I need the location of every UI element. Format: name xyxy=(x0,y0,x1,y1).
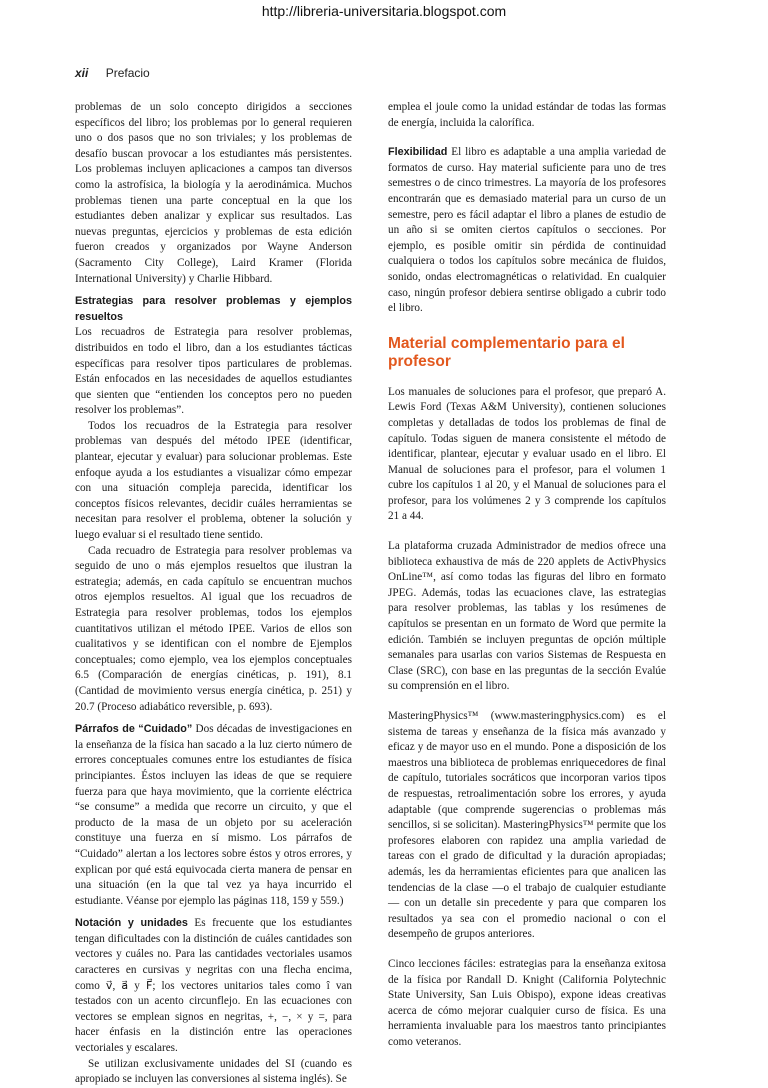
left-paragraph-5: Dos décadas de investigaciones en la enseñanza de la física han sacado a la luz cierto número de errores conceptuales comunes entre los estudiantes de física principiantes. Éstos incluyen las ideas de que se requiere fuerza para que haya movimiento, que la corriente eléctrica “se consume” a medida que recorre un circuito, y que el producto de la masa de un objeto por su aceleración constituye una fuerza en sí mismo. Los párrafos de “Cuidado” alertan a los lectores sobre éstos y otros errores, y explican por qué está equivocada cierta manera de pensar en una situación (en la que tal vez ya haya incurrido el estudiante. Véanse por ejemplo las páginas 118, 159 y 559.) xyxy=(75,723,353,907)
right-paragraph-1: emplea el joule como la unidad estándar de todas las formas de energía, incluida la calorífica. xyxy=(388,101,666,129)
right-paragraph-2: El libro es adaptable a una amplia variedad de formatos de curso. Hay material suficiente para uno de tres semestres o de cinco trimestres. La mayoría de los profesores encontrarán que es demasiado material para un curso de un semestre, pero es fácil adaptar el libro a planes de estudio de un año si se omiten ciertos capítulos o secciones. Por ejemplo, es posible omitir sin pérdida de continuidad cualquiera o todos los capítulos sobre mecánica de fluidos, sonido, ondas electromagnéticas o relatividad. En cualquier caso, ningún profesor debiera sentirse obligado a cubrir todo el libro. xyxy=(388,146,666,315)
heading-problem-strategies: Estrategias para resolver problemas y ejemplos resueltos xyxy=(75,295,352,323)
right-column xyxy=(388,100,666,1050)
section-name: Prefacio xyxy=(105,66,150,80)
left-paragraph-6: Es frecuente que los estudiantes tengan dificultades con la distinción de cuáles cantidades son vectores y cuáles no. Para las cantidades vectoriales usamos caracteres en cursivas y negritas con una flecha encima, como v⃗, a⃗ y F⃗; los vectores unitarios tales como î van testados con un acento circunflejo. En las ecuaciones con vectores se emplean signos en negritas, +, −, × y =, para hacer énfasis en la distinción entre las operaciones vectoriales y escalares. xyxy=(75,917,352,1055)
right-paragraph-3: Los manuales de soluciones para el profesor, que preparó A. Lewis Ford (Texas A&M University), contienen soluciones completas y detalladas de todos los problemas de final de capítulo. Todas siguen de manera consistente el método de identificar, plantear, ejecutar y evaluar usado en el libro. El Manual de soluciones para el profesor, para el volumen 1 cubre los capítulos 1 al 20, y el Manual de soluciones para el profesor, para los volúmenes 2 y 3 comprende los capítulos 21 a 44. xyxy=(388,385,666,523)
left-paragraph-7: Se utilizan exclusivamente unidades del SI (cuando es apropiado se incluyen las conversiones al sistema inglés). Se xyxy=(75,1057,352,1086)
left-paragraph-3: Todos los recuadros de la Estrategia para resolver problemas van después del método IPEE (identificar, plantear, ejecutar y evaluar) para solucionar problemas. Este enfoque ayuda a los estudiantes a visualizar cómo empezar con una situación compleja parecida, identificar los conceptos físicos relevantes, decidir cuáles herramientas se necesitan para resolver el problema, obtener la solución y luego evaluar si el resultado tiene sentido. xyxy=(75,419,352,542)
heading-flexibility: Flexibilidad xyxy=(388,146,448,159)
heading-notation: Notación y unidades xyxy=(75,917,188,930)
left-paragraph-1: problemas de un solo concepto dirigidos a secciones específicos del libro; los problemas por lo general requieren uno o dos pasos que no son triviales; y los problemas de desafío buscan provocar a los estudiantes más persistentes. Los problemas incluyen aplicaciones a campos tan diversos como la astrofísica, la biología y la aerodinámica. Muchos problemas tienen una parte conceptual en la que los estudiantes deben analizar y explicar sus resultados. Las nuevas preguntas, ejercicios y problemas de esta edición fueron creados y organizados por Wayne Anderson (Sacramento City College), Laird Kramer (Florida International University) y Charlie Hibbard. xyxy=(75,101,352,285)
running-head xyxy=(75,66,150,80)
right-paragraph-5: MasteringPhysics™ (www.masteringphysics.com) es el sistema de tareas y enseñanza de la física más avanzado y eficaz y de mayor uso en el mundo. Pone a disposición de los maestros una biblioteca de problemas enriquecedores de final de capítulo, tutoriales socráticos que incorporan varios tipos de respuestas, retroalimentación sobre los errores, y ayuda adaptable (que comprende sugerencias o problemas más sencillos, si se solicitan). MasteringPhysics™ permite que los profesores elaboren con rapidez una amplia variedad de tareas con el grado de dificultad y la duración apropiadas; además, les da herramientas eficientes para que analicen las tendencias de la clase —o el trabajo de cualquier estudiante— con un detalle sin precedente y para que comparen los resultados ya sea con el promedio nacional o con el desempeño de grupos anteriores. xyxy=(388,710,666,941)
left-paragraph-4: Cada recuadro de Estrategia para resolver problemas va seguido de uno o más ejemplos resueltos que ilustran la estrategia; además, en cada capítulo se encuentran muchos otros ejemplos resueltos. Al igual que los recuadros de Estrategia para resolver problemas, todos los ejemplos cuantitativos utilizan el método IPEE. Varios de ellos son cualitativos y se identifican con el nombre de Ejemplos conceptuales; como ejemplo, vea los ejemplos conceptuales 6.5 (Comparación de energías cinéticas, p. 191), 8.1 (Cantidad de movimiento versus energía cinética, p. 251) y 20.7 (Proceso adiabático reversible, p. 693). xyxy=(75,544,352,713)
right-paragraph-6: Cinco lecciones fáciles: estrategias para la enseñanza exitosa de la física por Randall D. Knight (California Polytechnic State University, San Luis Obispo), expone ideas creativas acerca de cómo mejorar cualquier curso de física. Es una herramienta invaluable para los maestros tanto principiantes como veteranos. xyxy=(388,957,666,1048)
source-url[interactable]: http://libreria-universitaria.blogspot.com xyxy=(261,3,507,19)
left-column xyxy=(75,100,352,1088)
section-title-instructor-material: Material complementario para el profesor xyxy=(388,334,625,370)
page-number: xii xyxy=(75,66,89,80)
left-paragraph-2: Los recuadros de Estrategia para resolver problemas, distribuidos en todo el libro, dan a los estudiantes tácticas específicas para resolver tipos particulares de problemas. Están enfocados en las necesidades de aquellos estudiantes que sienten que “entienden los conceptos pero no pueden resolver los problemas”. xyxy=(75,326,352,417)
right-paragraph-4: La plataforma cruzada Administrador de medios ofrece una biblioteca exhaustiva de más de 220 applets de ActivPhysics OnLine™, así como todas las figuras del libro en formato JPEG. Además, todas las ecuaciones clave, las estrategias para resolver problemas, las tablas y los resúmenes de capítulos se presentan en un formato de Word que permite la edición. También se incluyen preguntas de opción múltiple semanales para usarlas con varios Sistemas de Respuesta en Clase (SRC), con base en las preguntas de la sección Evalúe su comprensión en el libro. xyxy=(388,540,666,693)
heading-caution: Párrafos de “Cuidado” xyxy=(75,723,193,736)
